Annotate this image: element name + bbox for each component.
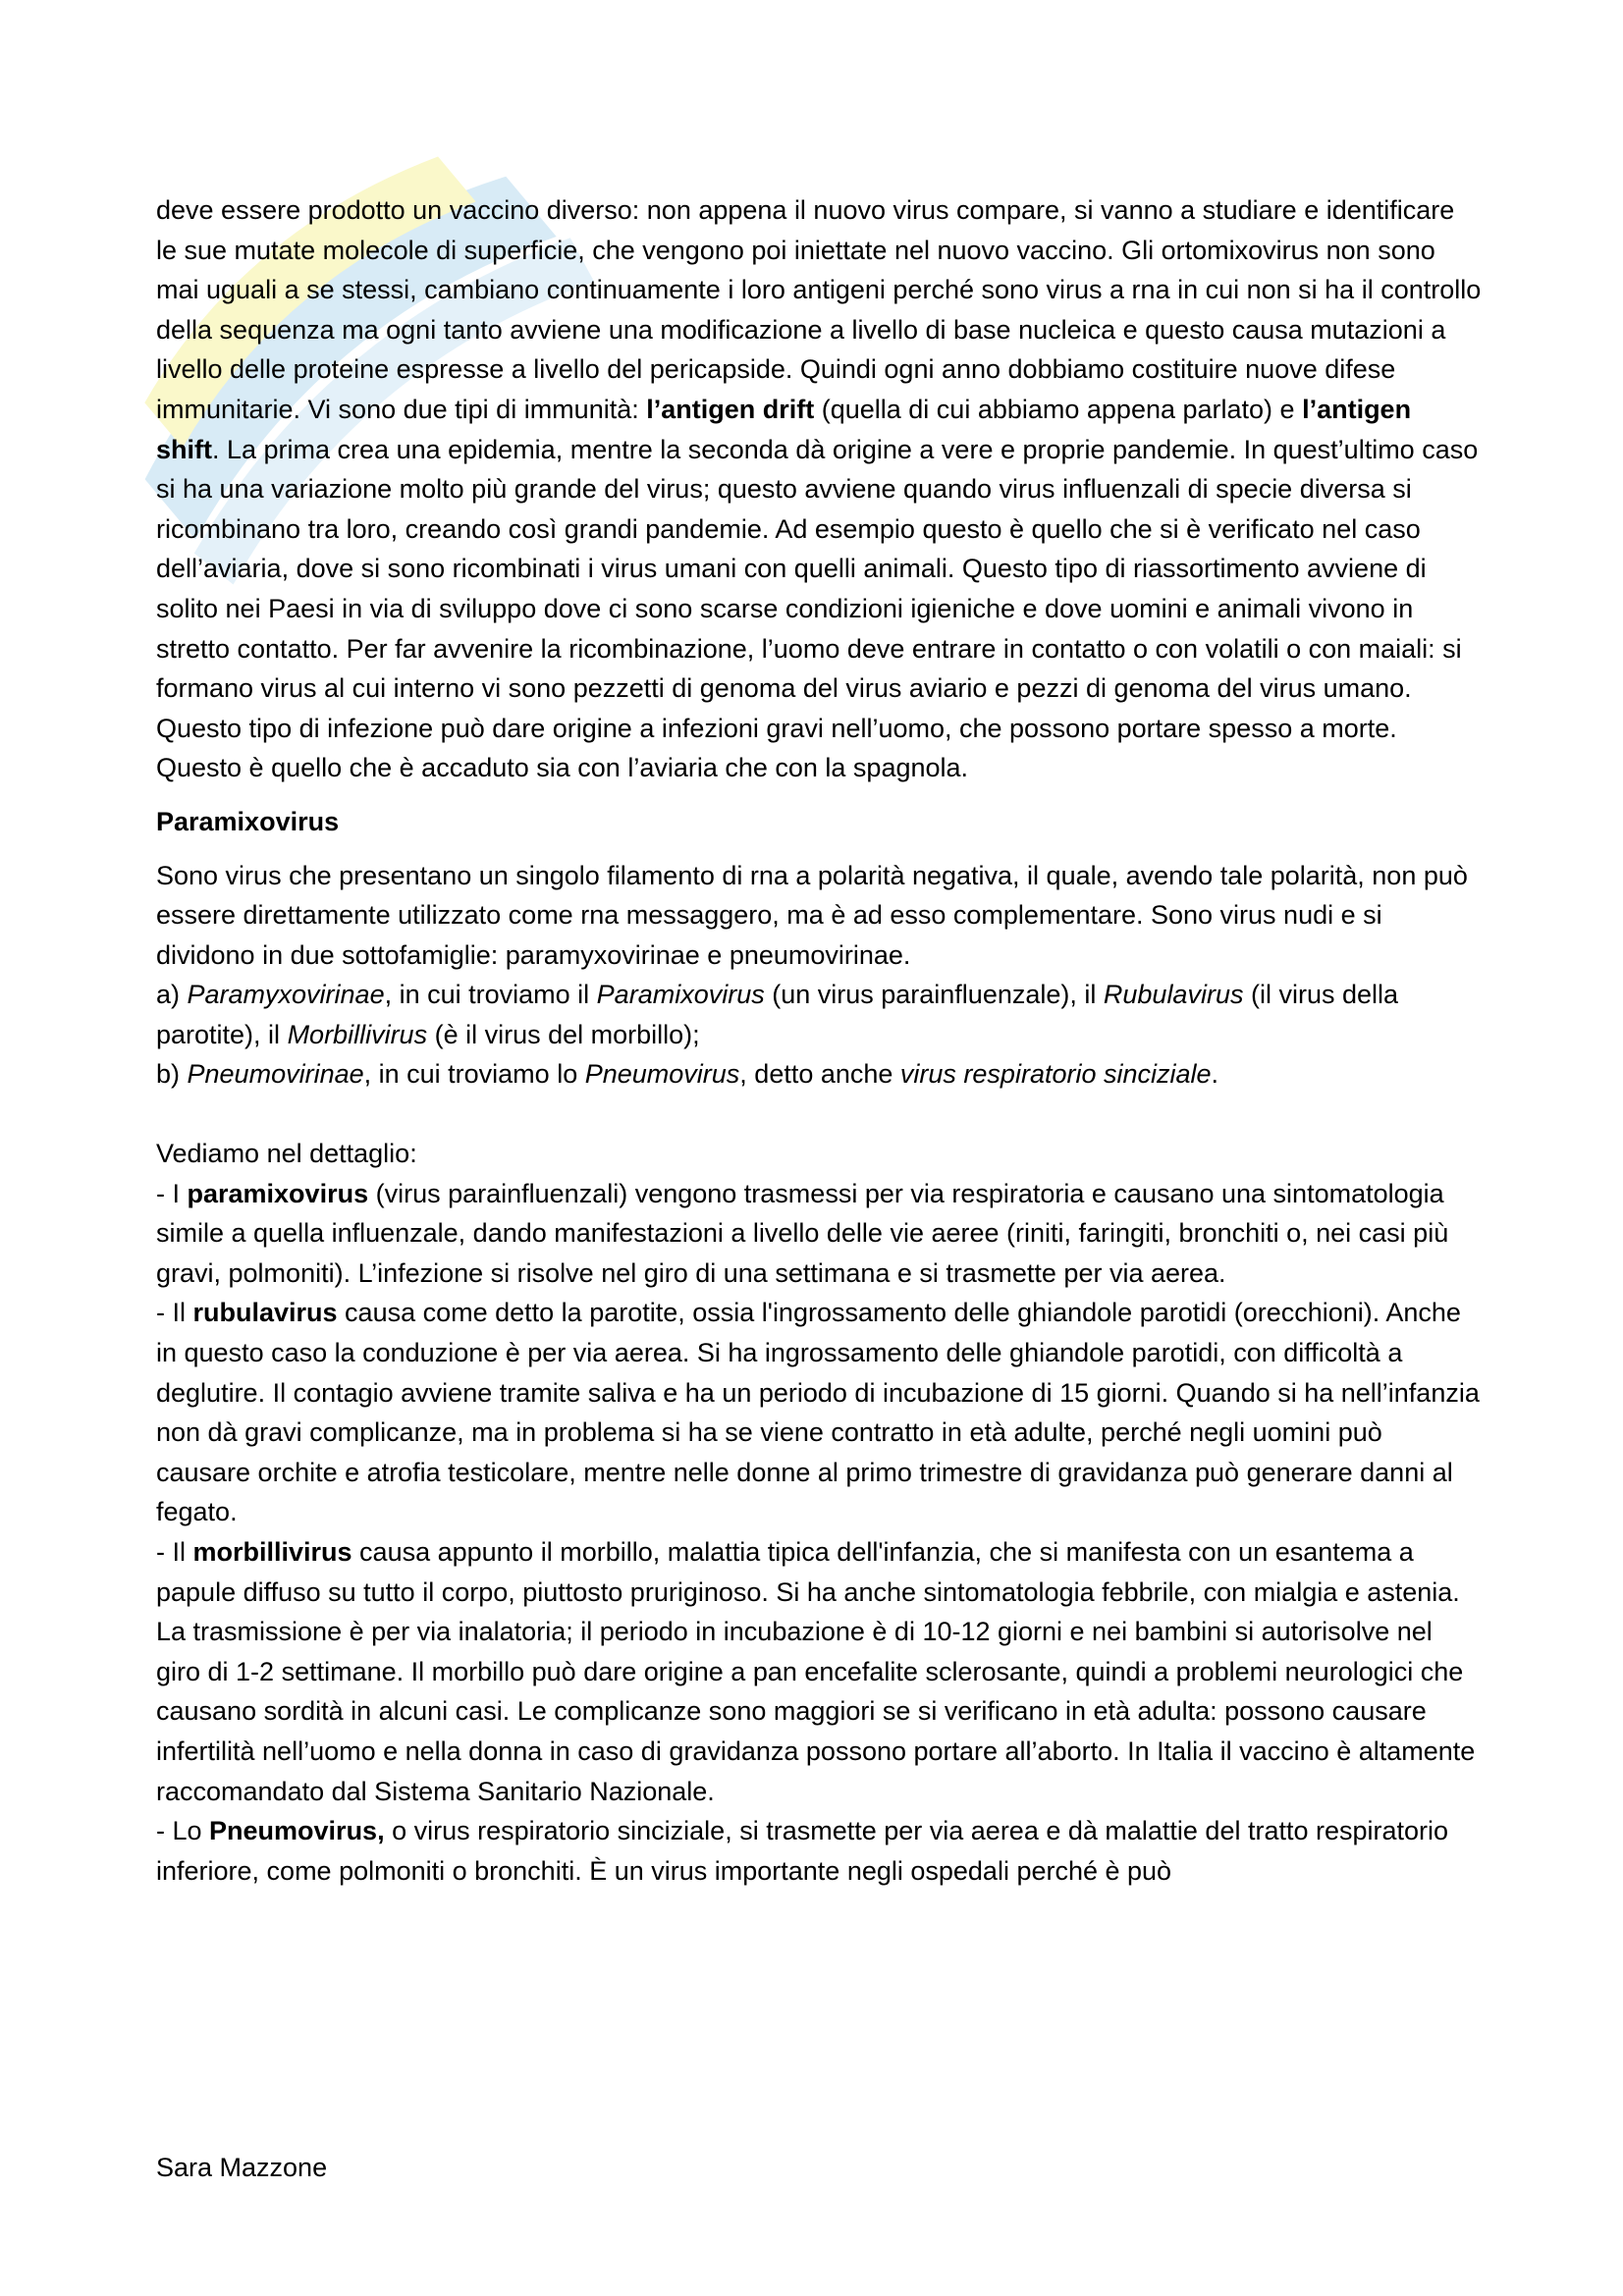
detail-item-paramixovirus: - I paramixovirus (virus parainfluenzali) vengono trasmessi per via respiratoria e causano una sintomatologia simile a quella influenzale, dando manifestazioni a livello delle vie aeree (riniti, faringiti, bronchiti o, nei casi più gravi, polmoniti). L’infezione si risolve nel giro di una settimana e si trasmette per via aerea.: [156, 1178, 1449, 1288]
list-item-b: b) Pneumovirinae, in cui troviamo lo Pneumovirus, detto anche virus respiratorio sinciziale.: [156, 1059, 1219, 1090]
term-antigen-shift: l’antigen shift: [156, 394, 1412, 464]
section-paragraph: Sono virus che presentano un singolo filamento di rna a polarità negativa, il quale, avendo tale polarità, non può essere direttamente utilizzato come rna messaggero, ma è ad esso complementare. Sono virus nudi e si dividono in due sottofamiglie: paramyxovirinae e pneumovirinae.: [156, 860, 1468, 970]
footer-author: Sara Mazzone: [156, 2153, 328, 2182]
detail-item-morbillivirus: - Il morbillivirus causa appunto il morbillo, malattia tipica dell'infanzia, che si manifesta con un esantema a papule diffuso su tutto il corpo, piuttosto pruriginoso. Si ha anche sintomatologia febbrile, con mialgia e astenia. La trasmissione è per via inalatoria; il periodo in incubazione è di 10-12 giorni e nei bambini si autorisolve nel giro di 1-2 settimane. Il morbillo può dare origine a pan encefalite sclerosante, quindi a problemi neurologici che causano sordità in alcuni casi. Le complicanze sono maggiori se si verificano in età adulta: possono causare infertilità nell’uomo e nella donna in caso di gravidanza possono portare all’aborto. In Italia il vaccino è altamente raccomandato dal Sistema Sanitario Nazionale.: [156, 1537, 1476, 1806]
main-text: [156, 190, 1482, 1891]
intro-paragraph: deve essere prodotto un vaccino diverso: non appena il nuovo virus compare, si vanno a studiare e identificare le sue mutate molecole di superficie, che vengono poi iniettate nel nuovo vaccino. Gli ortomixovirus non sono mai uguali a se stessi, cambiano continuamente i loro antigeni perché sono virus a rna in cui non si ha il controllo della sequenza ma ogni tanto avviene una modificazione a livello di base nucleica e questo causa mutazioni a livello delle proteine espresse a livello del pericapside. Quindi ogni anno dobbiamo costituire nuove difese immunitarie. Vi sono due tipi di immunità: l’antigen drift (quella di cui abbiamo appena parlato) e l’antigen shift. La prima crea una epidemia, mentre la seconda dà origine a vere e proprie pandemie. In quest’ultimo caso si ha una variazione molto più grande del virus; questo avviene quando virus influenzali di specie diversa si ricombinano tra loro, creando così grandi pandemie. Ad esempio questo è quello che si è verificato nel caso dell’aviaria, dove si sono ricombinati i virus umani con quelli animali. Questo tipo di riassortimento avviene di solito nei Paesi in via di sviluppo dove ci sono scarse condizioni igieniche e dove uomini e animali vivono in stretto contatto. Per far avvenire la ricombinazione, l’uomo deve entrare in contatto o con volatili o con maiali: si formano virus al cui interno vi sono pezzetti di genoma del virus aviario e pezzi di genoma del virus umano. Questo tipo di infezione può dare origine a infezioni gravi nell’uomo, che possono portare spesso a morte. Questo è quello che è accaduto sia con l’aviaria che con la spagnola.: [156, 195, 1482, 783]
detail-item-pneumovirus: - Lo Pneumovirus, o virus respiratorio sinciziale, si trasmette per via aerea e dà malattie del tratto respiratorio inferiore, come polmoniti o bronchiti. È un virus importante negli ospedali perché è può: [156, 1816, 1449, 1886]
section-heading: Paramixovirus: [156, 806, 340, 836]
detail-intro: Vediamo nel dettaglio:: [156, 1139, 417, 1169]
detail-item-rubulavirus: - Il rubulavirus causa come detto la parotite, ossia l'ingrossamento delle ghiandole parotidi (orecchioni). Anche in questo caso la conduzione è per via aerea. Si ha ingrossamento delle ghiandole parotidi, con difficoltà a deglutire. Il contagio avviene tramite saliva e ha un periodo di incubazione di 15 giorni. Quando si ha nell’infanzia non dà gravi complicanze, ma in problema si ha se viene contratto in età adulte, perché negli uomini può causare orchite e atrofia testicolare, mentre nelle donne al primo trimestre di gravidanza può generare danni al fegato.: [156, 1298, 1480, 1527]
list-item-a: a) Paramyxovirinae, in cui troviamo il Paramixovirus (un virus parainfluenzale), il Rubulavirus (il virus della parotite), il Morbillivirus (è il virus del morbillo);: [156, 980, 1399, 1049]
term-antigen-drift: l’antigen drift: [646, 394, 815, 424]
